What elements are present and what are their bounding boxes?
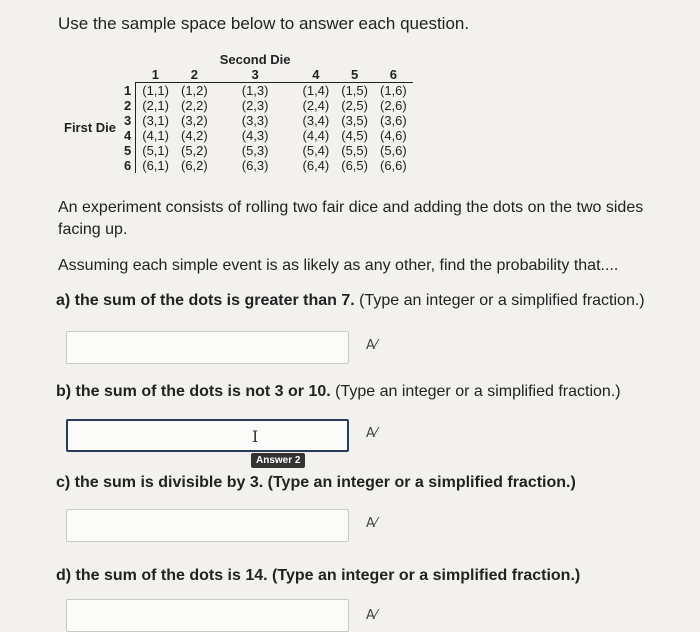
col-header: 3 [214,67,297,83]
instructions-text: Use the sample space below to answer each question. [58,14,470,33]
table-row: 3 (3,1) (3,2) (3,3) (3,4) (3,5) (3,6) [58,113,413,128]
col-header: 4 [297,67,336,83]
answer-a-input[interactable] [66,331,349,364]
first-die-label: First Die [64,120,117,136]
spellcheck-icon[interactable]: A⁄ [366,338,378,353]
table-row: 6 (6,1) (6,2) (6,3) (6,4) (6,5) (6,6) [58,158,413,173]
experiment-text: An experiment consists of rolling two fair dice and adding the dots on the two sides facing up. [58,199,644,238]
col-header: 5 [335,67,374,83]
col-header: 2 [175,67,214,83]
table-row: 2 (2,1) (2,2) (2,3) (2,4) (2,5) (2,6) [58,98,413,113]
text-cursor-icon: I [252,427,259,446]
spellcheck-icon[interactable]: A⁄ [366,608,378,623]
sample-space-table [58,52,413,173]
table-row: First Die 1 (1,1) (1,2) (1,3) (1,4) (1,5) (1,6) [58,83,413,99]
question-a: a) the sum of the dots is greater than 7. (Type an integer or a simplified fraction.) [56,292,645,309]
question-d: d) the sum of the dots is 14. (Type an integer or a simplified fraction.) [56,567,581,584]
answer-b-input[interactable] [66,419,349,452]
table-row: 5 (5,1) (5,2) (5,3) (5,4) (5,5) (5,6) [58,143,413,158]
answer-tooltip: Answer 2 [251,453,305,468]
spellcheck-icon[interactable]: A⁄ [366,426,378,441]
answer-d-input[interactable] [66,599,349,632]
table-row: 4 (4,1) (4,2) (4,3) (4,4) (4,5) (4,6) [58,128,413,143]
col-header: 1 [136,67,175,83]
spellcheck-icon[interactable]: A⁄ [366,516,378,531]
question-b: b) the sum of the dots is not 3 or 10. (Type an integer or a simplified fraction.) [56,383,621,400]
answer-c-input[interactable] [66,509,349,542]
assumption-text: Assuming each simple event is as likely as any other, find the probability that.... [58,257,619,274]
col-header: 6 [374,67,413,83]
question-c: c) the sum is divisible by 3. (Type an integer or a simplified fraction.) [56,474,576,491]
second-die-label: Second Die [219,52,291,67]
